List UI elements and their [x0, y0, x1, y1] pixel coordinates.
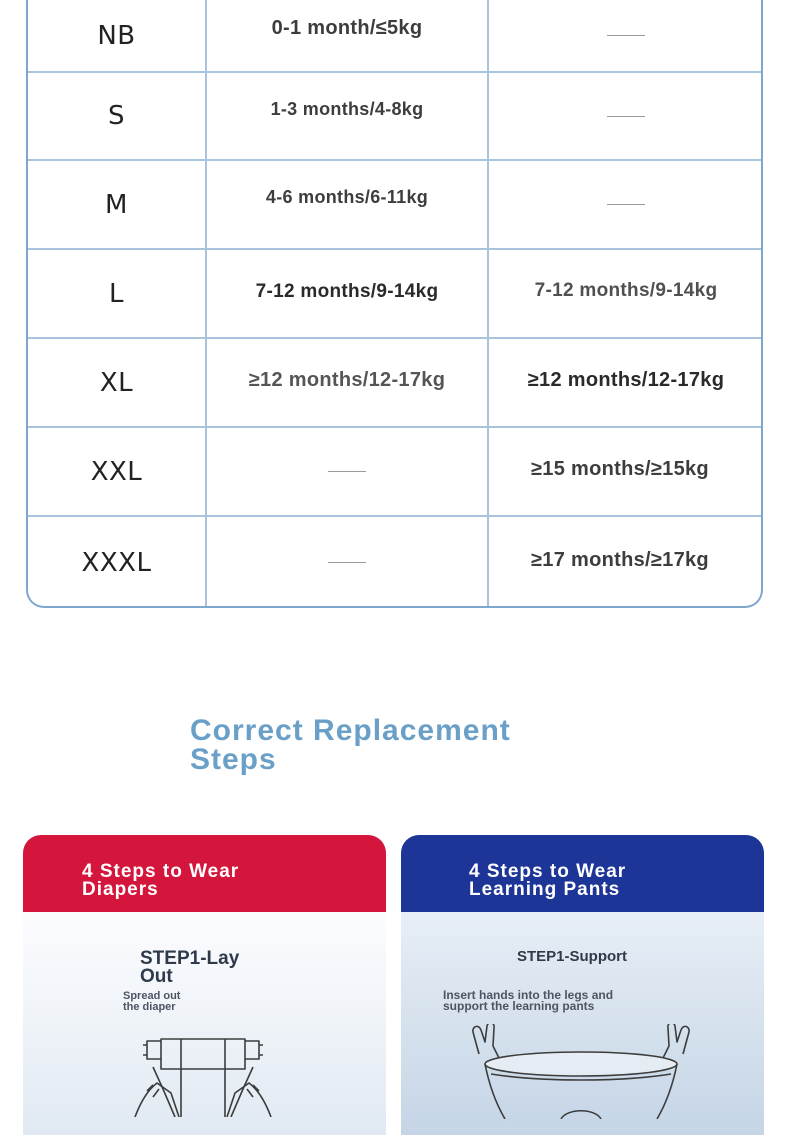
- pants-range-cell: [489, 517, 763, 608]
- size-cell: [28, 161, 207, 248]
- size-row-xl: [28, 339, 761, 428]
- size-cell: [28, 0, 207, 71]
- empty-dash: [607, 116, 645, 117]
- size-row-xxl: [28, 428, 761, 517]
- pants-range-cell: [489, 339, 763, 426]
- step-description: Insert hands into the legs and support the learning pants: [443, 988, 614, 1013]
- size-cell: [28, 428, 207, 515]
- size-label: NB: [97, 20, 136, 51]
- card-title: 4 Steps to Wear Diapers: [82, 861, 240, 900]
- size-label: XXXL: [81, 547, 152, 578]
- size-row-xxxl: [28, 517, 761, 608]
- size-row-l: [28, 250, 761, 339]
- size-label: L: [109, 278, 124, 309]
- diaper-range: 0-1 month/≤5kg: [271, 16, 423, 39]
- pants-range-cell: [489, 161, 763, 248]
- diaper-range-cell: [207, 428, 489, 515]
- size-cell: [28, 339, 207, 426]
- section-title: Correct Replacement Steps: [190, 714, 511, 776]
- pants-range: ≥17 months/≥17kg: [531, 549, 709, 571]
- size-cell: [28, 73, 207, 159]
- pants-support-icon: [471, 1024, 691, 1119]
- card-title: 4 Steps to Wear Learning Pants: [469, 861, 627, 900]
- size-cell: [28, 517, 207, 608]
- size-row-m: [28, 161, 761, 250]
- empty-dash: [607, 35, 645, 36]
- size-label: S: [107, 101, 125, 131]
- diaper-range-cell: [207, 339, 489, 426]
- diaper-range-cell: [207, 250, 489, 337]
- pants-range-cell: [489, 250, 763, 337]
- size-cell: [28, 250, 207, 337]
- card-body: [401, 912, 764, 1135]
- step-title: STEP1-Lay Out: [140, 948, 240, 987]
- diaper-range-cell: [207, 73, 489, 159]
- diaper-range: 1-3 months/4-8kg: [270, 98, 424, 119]
- pants-range: 7-12 months/9-14kg: [534, 279, 718, 301]
- pants-range: ≥15 months/≥15kg: [531, 458, 709, 480]
- diaper-range-cell: [207, 0, 489, 71]
- card-header: [401, 835, 764, 912]
- diaper-range: 7-12 months/9-14kg: [255, 280, 439, 302]
- size-row-s: [28, 73, 761, 161]
- empty-dash: [328, 562, 366, 563]
- card-header: [23, 835, 386, 912]
- pants-range-cell: [489, 73, 763, 159]
- pants-range: ≥12 months/12-17kg: [527, 369, 725, 391]
- pants-range-cell: [489, 0, 763, 71]
- pants-steps-card: [401, 835, 764, 1135]
- diaper-spread-icon: [123, 1027, 283, 1117]
- empty-dash: [328, 471, 366, 472]
- pants-range-cell: [489, 428, 763, 515]
- size-label: XL: [99, 367, 134, 398]
- size-label: XXL: [90, 456, 143, 487]
- diaper-range: 4-6 months/6-11kg: [265, 187, 429, 207]
- diaper-range-cell: [207, 161, 489, 248]
- diaper-range: ≥12 months/12-17kg: [248, 369, 446, 391]
- empty-dash: [607, 204, 645, 205]
- diaper-steps-card: [23, 835, 386, 1135]
- card-body: [23, 912, 386, 1135]
- size-chart-table: [26, 0, 763, 608]
- size-row-nb: [28, 0, 761, 73]
- size-label: M: [105, 189, 128, 220]
- step-description: Spread out the diaper: [123, 990, 181, 1013]
- diaper-range-cell: [207, 517, 489, 608]
- step-title: STEP1-Support: [517, 948, 628, 965]
